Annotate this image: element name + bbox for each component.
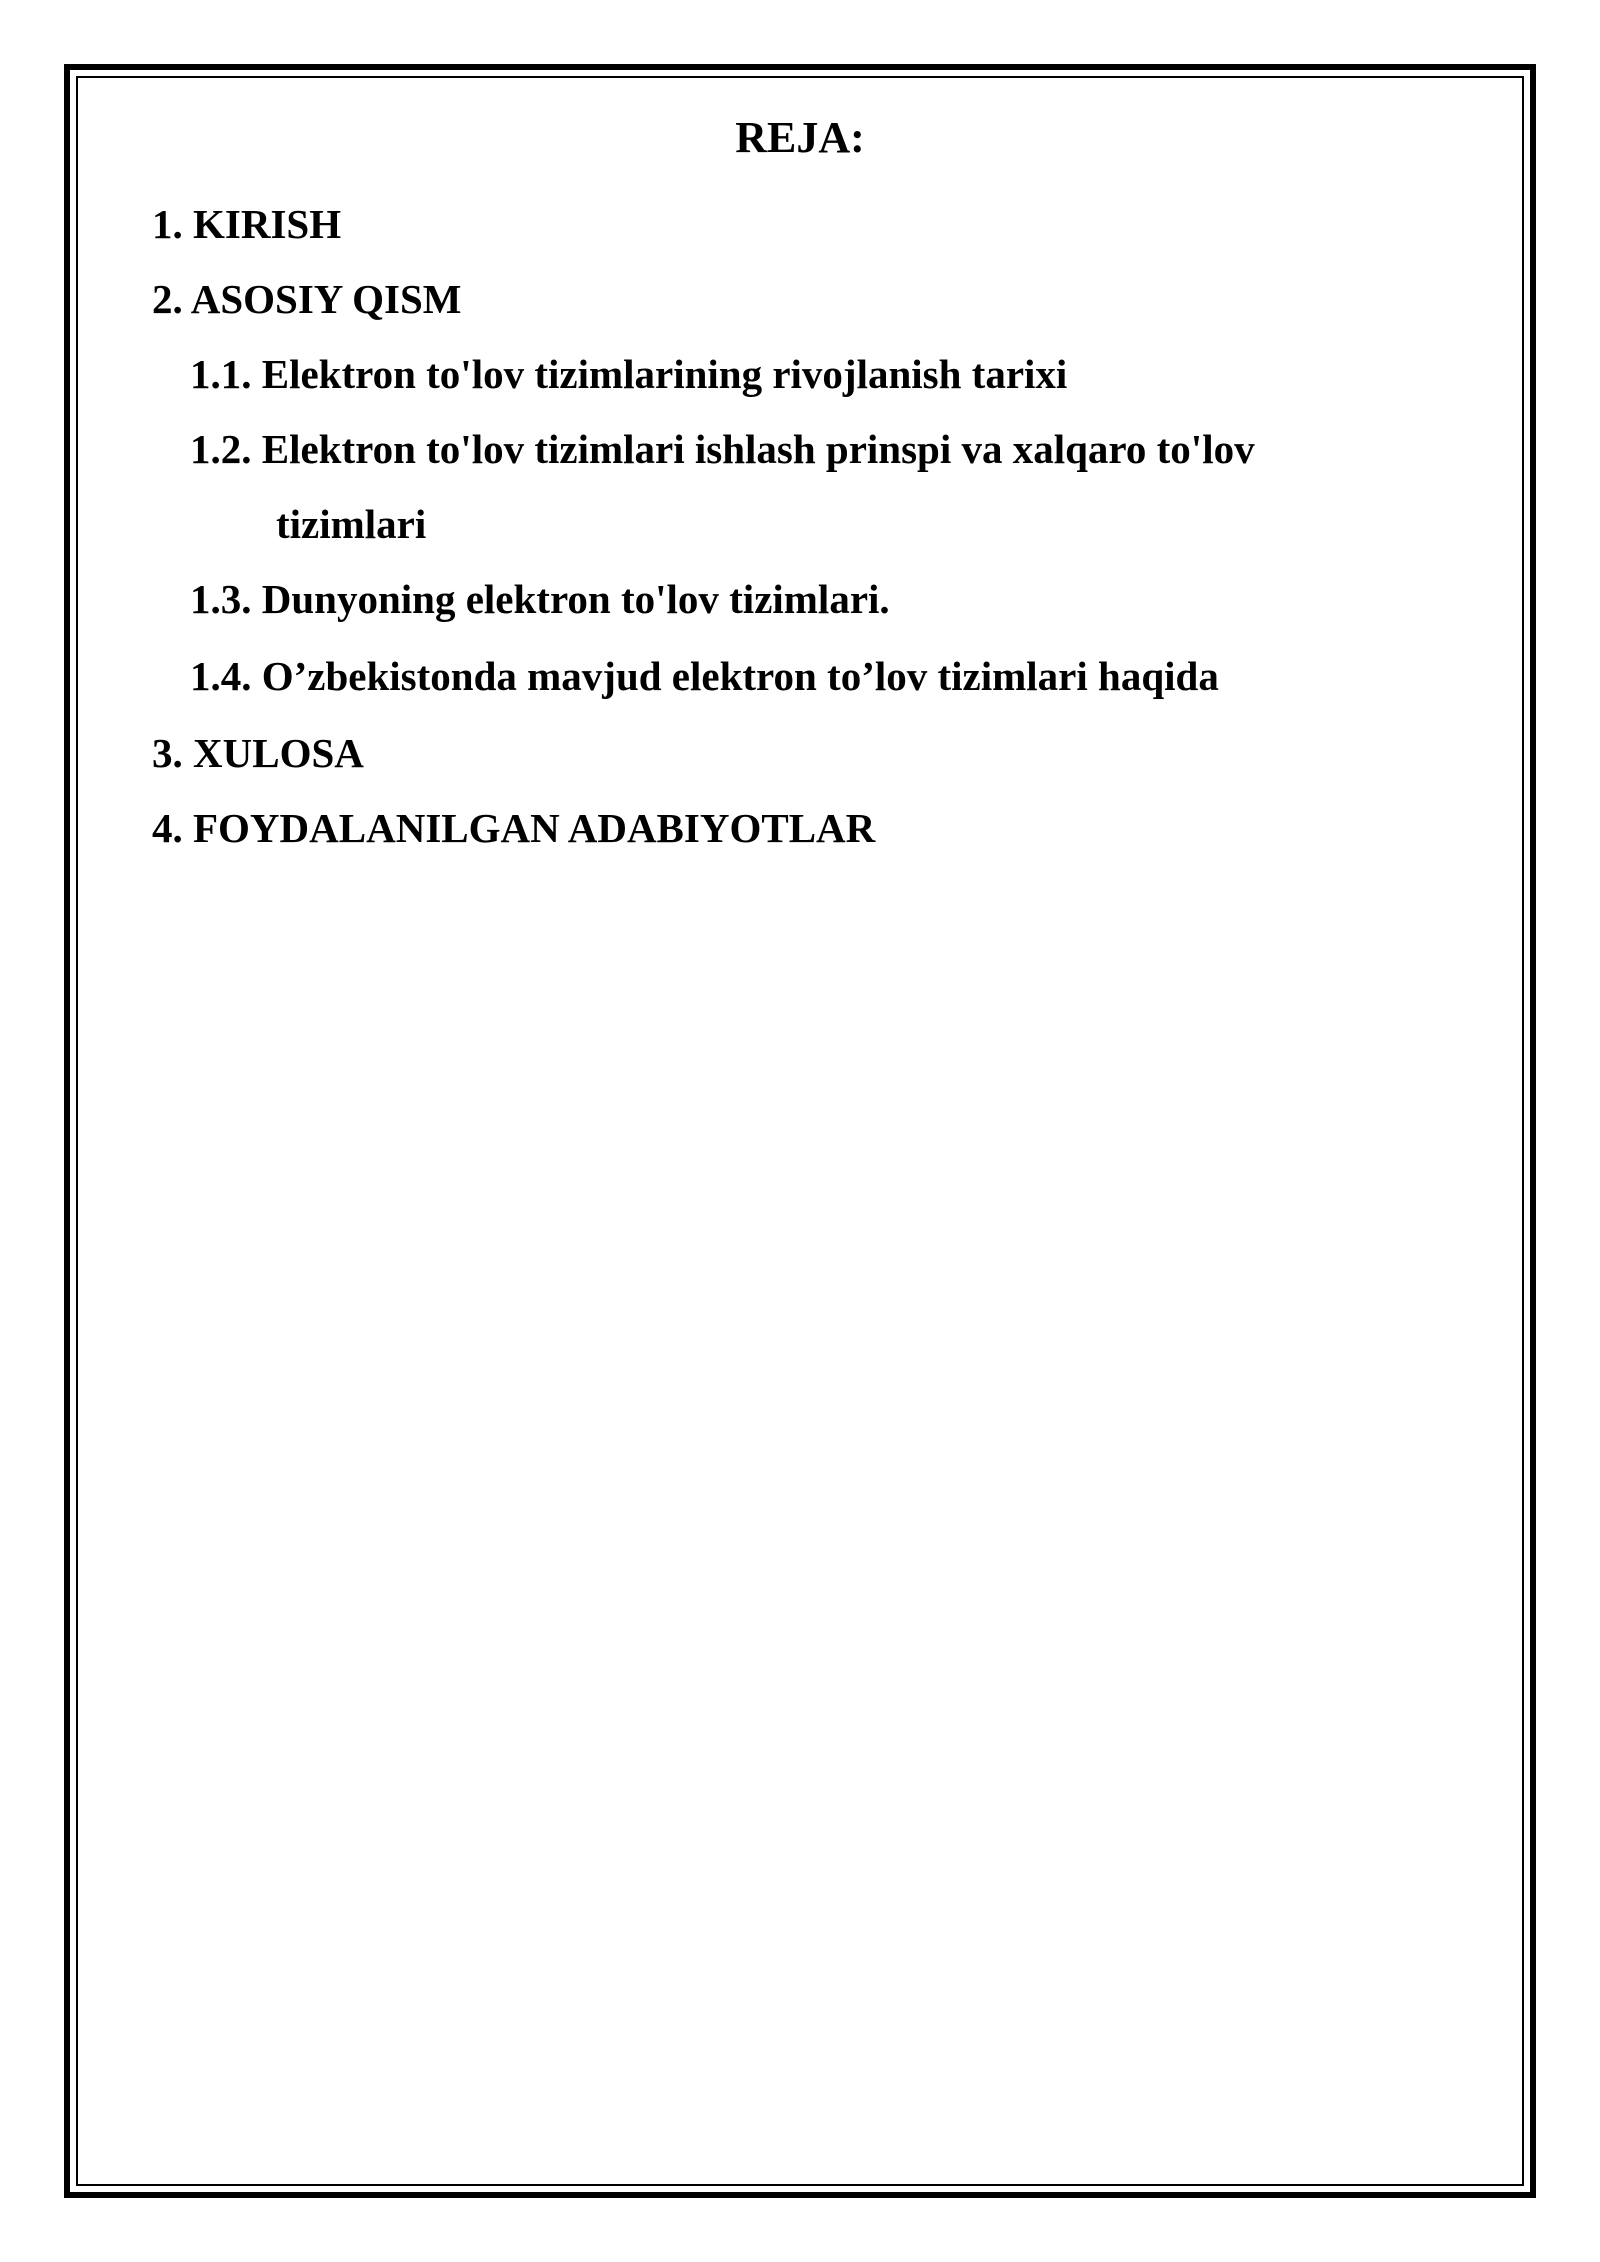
plan-item-xulosa: 3. XULOSA — [152, 730, 364, 776]
plan-subitem-1-2: 1.2. Elektron to'lov tizimlari ishlash prinspi va xalqaro to'lov — [190, 426, 1255, 472]
plan-item-asosiy-qism: 2. ASOSIY QISM — [152, 276, 462, 322]
plan-subitem-1-3: 1.3. Dunyoning elektron to'lov tizimlari. — [190, 576, 890, 622]
plan-subitem-1-2-continuation: tizimlari — [276, 501, 427, 547]
plan-subitem-1-4: 1.4. O’zbekistonda mavjud elektron to’lov tizimlari haqida — [190, 653, 1219, 699]
page-title: REJA: — [735, 113, 865, 162]
document-page — [76, 76, 1524, 2186]
plan-item-foydalanilgan-adabiyotlar: 4. FOYDALANILGAN ADABIYOTLAR — [152, 805, 876, 851]
plan-item-kirish: 1. KIRISH — [152, 201, 342, 247]
plan-subitem-1-1: 1.1. Elektron to'lov tizimlarining rivojlanish tarixi — [190, 351, 1068, 397]
